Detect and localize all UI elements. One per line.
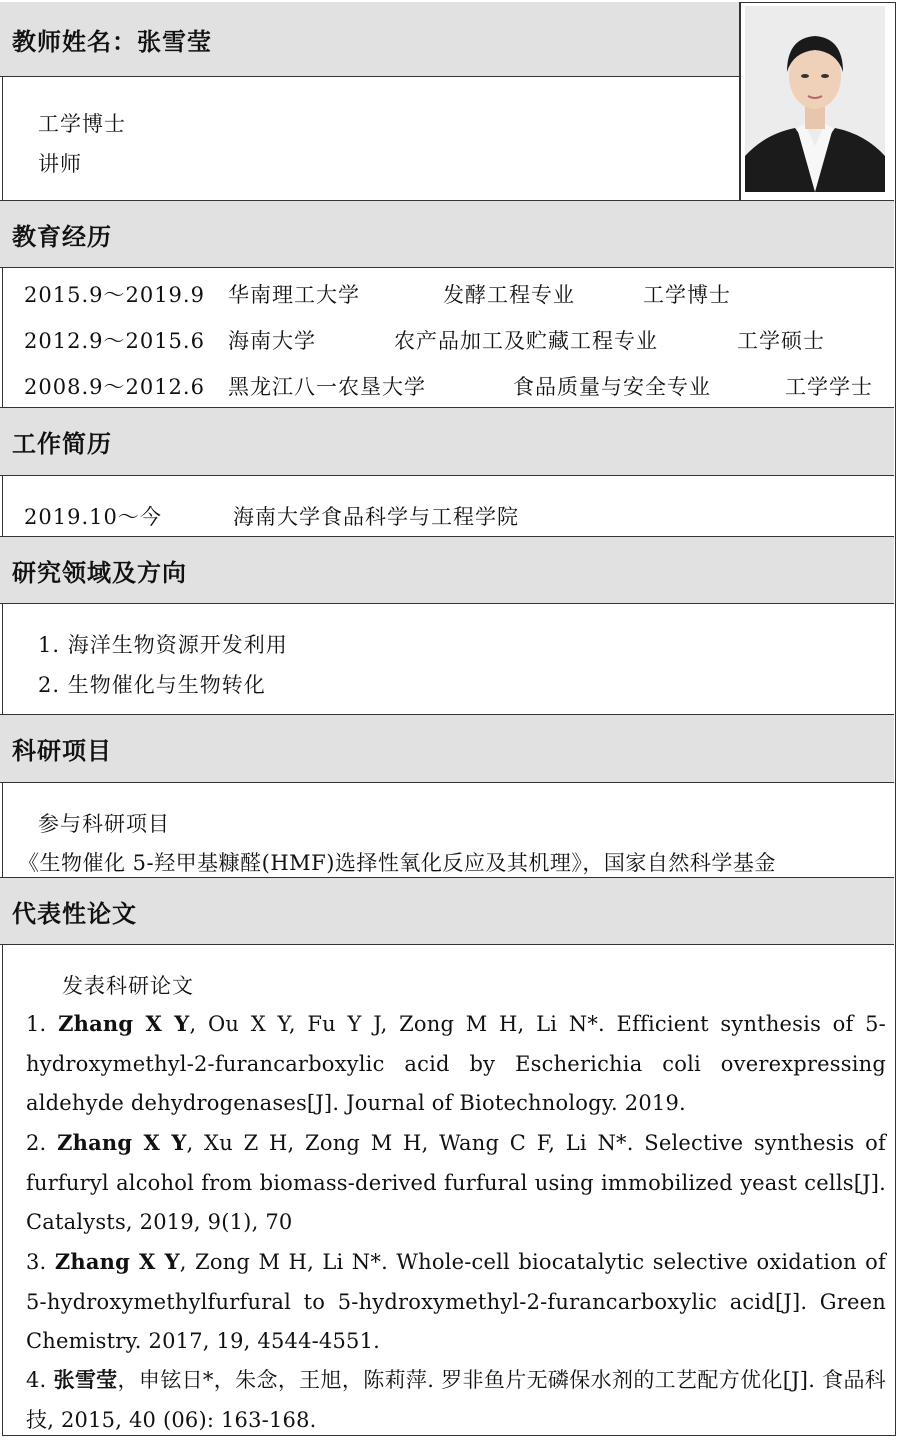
paper-num: 2. (26, 1131, 47, 1155)
projects-title: 科研项目 (12, 736, 112, 765)
edu-period-3: 2008.9～2012.6 (24, 375, 205, 399)
work-header (0, 407, 894, 476)
research-item-2: 2. 生物催化与生物转化 (38, 673, 266, 697)
paper-author: Zhang X Y (57, 1130, 187, 1155)
edu-major-3: 食品质量与安全专业 (513, 375, 711, 399)
edu-degree-3: 工学学士 (785, 375, 873, 399)
papers-intro: 发表科研论文 (62, 974, 194, 998)
photo-divider (739, 2, 741, 200)
edu-degree-2: 工学硕士 (737, 329, 825, 353)
edu-school-2: 海南大学 (228, 329, 316, 353)
portrait-image (745, 6, 885, 192)
paper-author: Zhang X Y (54, 1249, 180, 1274)
edu-major-2: 农产品加工及贮藏工程专业 (394, 329, 658, 353)
teacher-name: 教师姓名：张雪莹 (12, 26, 212, 56)
project-item-1: 《生物催化 5-羟甲基糠醛(HMF)选择性氧化反应及其机理》，国家自然科学基金 (18, 851, 776, 875)
edu-degree-1: 工学博士 (643, 283, 731, 307)
paper-citation: , Zong M H, Li N*. Whole-cell biocatalytic selective oxidation of 5-hydroxymethylfurfural to 5-hydroxymethyl-2-furancarboxylic acid[J]. Green Chemistry. 2017, 19, 4544-4551. (26, 1250, 886, 1353)
paper-author: 张雪莹 (53, 1367, 118, 1392)
work-title: 工作简历 (12, 429, 112, 458)
paper-num: 3. (26, 1250, 47, 1274)
research-title: 研究领域及方向 (12, 557, 187, 587)
work-period-1: 2019.10～今 (24, 505, 162, 529)
paper-item-4 (26, 1360, 886, 1439)
paper-item-1 (26, 1004, 886, 1123)
paper-citation: , Xu Z H, Zong M H, Wang C F, Li N*. Selective synthesis of furfuryl alcohol from biomass-derived furfural using immobilized yeast cells[J]. Catalysts, 2019, 9(1), 70 (26, 1131, 886, 1234)
paper-num: 4. (26, 1368, 47, 1392)
profile-degree: 工学博士 (38, 112, 126, 136)
paper-num: 1. (26, 1012, 47, 1036)
edu-period-1: 2015.9～2019.9 (24, 283, 205, 307)
paper-citation: ，申铉日*，朱念，王旭，陈莉萍. 罗非鱼片无磷保水剂的工艺配方优化[J]. 食品科技, 2015, 40 (06): 163-168. (26, 1368, 886, 1432)
edu-major-1: 发酵工程专业 (443, 283, 575, 307)
education-title: 教育经历 (12, 221, 112, 251)
papers-header (0, 877, 894, 945)
projects-intro: 参与科研项目 (38, 812, 170, 836)
paper-item-3 (26, 1242, 886, 1361)
research-header (0, 536, 894, 604)
edu-school-1: 华南理工大学 (228, 283, 360, 307)
research-item-1: 1. 海洋生物资源开发利用 (38, 633, 288, 657)
paper-citation: , Ou X Y, Fu Y J, Zong M H, Li N*. Efficient synthesis of 5-hydroxymethyl-2-furancarboxylic acid by Escherichia coli overexpressing aldehyde dehydrogenases[J]. Journal of Biotechnology. 2019. (26, 1012, 886, 1115)
edu-period-2: 2012.9～2015.6 (24, 329, 205, 353)
paper-author: Zhang X Y (58, 1011, 190, 1036)
teacher-name-header (0, 2, 739, 77)
edu-school-3: 黑龙江八一农垦大学 (228, 375, 426, 399)
work-place-1: 海南大学食品科学与工程学院 (233, 505, 519, 529)
projects-header (0, 714, 894, 783)
teacher-photo (745, 6, 885, 192)
education-header (0, 200, 894, 268)
paper-item-2 (26, 1123, 886, 1242)
profile-position: 讲师 (38, 152, 82, 176)
papers-title: 代表性论文 (12, 898, 137, 928)
